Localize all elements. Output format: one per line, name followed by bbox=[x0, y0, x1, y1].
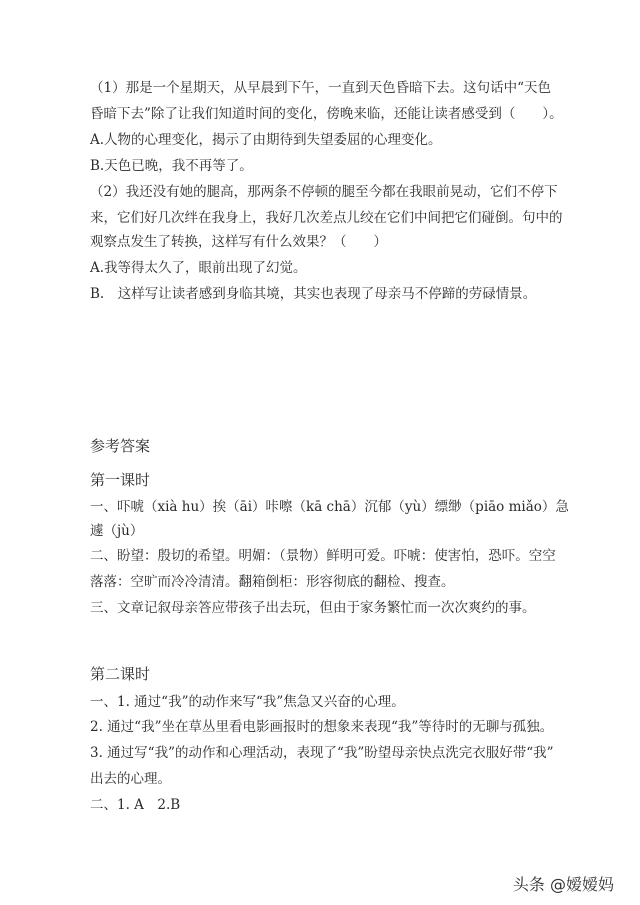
lesson2-title: 第二课时 bbox=[90, 665, 151, 683]
lesson2-line-2: 2. 通过“我”坐在草丛里看电影画报时的想象来表现“我”等待时的无聊与孤独。 bbox=[90, 719, 554, 735]
lesson1-line-5: 三、文章记叙母亲答应带孩子出去玩，但由于家务繁忙而一次次爽约的事。 bbox=[90, 600, 536, 616]
lesson2-line-5: 二、1. A 2.B bbox=[90, 797, 181, 813]
question-line-6: 来，它们好几次绊在我身上，我好几次差点儿绞在它们中间把它们碰倒。句中的 bbox=[90, 210, 563, 226]
lesson1-line-1: 一、吓唬（xià hu）挨（āi）咔嚓（kā chā）沉郁（yù）缥缈（piāo miǎo）急 bbox=[90, 499, 569, 515]
question-line-1: （1）那是一个星期天，从早晨到下午，一直到天色昏暗下去。这句话中“天色 bbox=[90, 80, 551, 96]
lesson2-line-4: 出去的心理。 bbox=[90, 771, 171, 787]
question-line-4: B.天色已晚，我不再等了。 bbox=[90, 158, 253, 174]
lesson1-line-3: 二、盼望：殷切的希望。明媚：（景物）鲜明可爱。吓唬：使害怕，恐吓。空空 bbox=[90, 548, 556, 564]
lesson2-line-3: 3. 通过写“我”的动作和心理活动，表现了“我”盼望母亲快点洗完衣服好带“我” bbox=[90, 745, 554, 761]
question-line-7: 观察点发生了转换，这样写有什么效果？（ ） bbox=[90, 234, 387, 250]
lesson2-line-1: 一、1. 通过“我”的动作来写“我”焦急又兴奋的心理。 bbox=[90, 694, 405, 710]
lesson1-line-4: 落落：空旷而冷冷清清。翻箱倒柜：形容彻底的翻检、搜查。 bbox=[90, 574, 455, 590]
question-line-5: （2）我还没有她的腿高，那两条不停顿的腿至今都在我眼前晃动，它们不停下 bbox=[90, 184, 558, 200]
question-line-2: 昏暗下去”除了让我们知道时间的变化，傍晚来临，还能让读者感受到（ ）。 bbox=[90, 106, 563, 122]
answers-title: 参考答案 bbox=[90, 437, 151, 455]
question-line-9: B. 这样写让读者感到身临其境，其实也表现了母亲马不停蹄的劳碌情景。 bbox=[90, 286, 537, 302]
question-line-3: A.人物的心理变化，揭示了由期待到失望委屈的心理变化。 bbox=[90, 132, 442, 148]
lesson1-line-2: 遽（jù） bbox=[90, 523, 144, 539]
question-line-8: A.我等得太久了，眼前出现了幻觉。 bbox=[90, 260, 307, 276]
lesson1-title: 第一课时 bbox=[90, 471, 151, 489]
watermark: 头条 @嫒嫒妈 bbox=[512, 875, 614, 894]
